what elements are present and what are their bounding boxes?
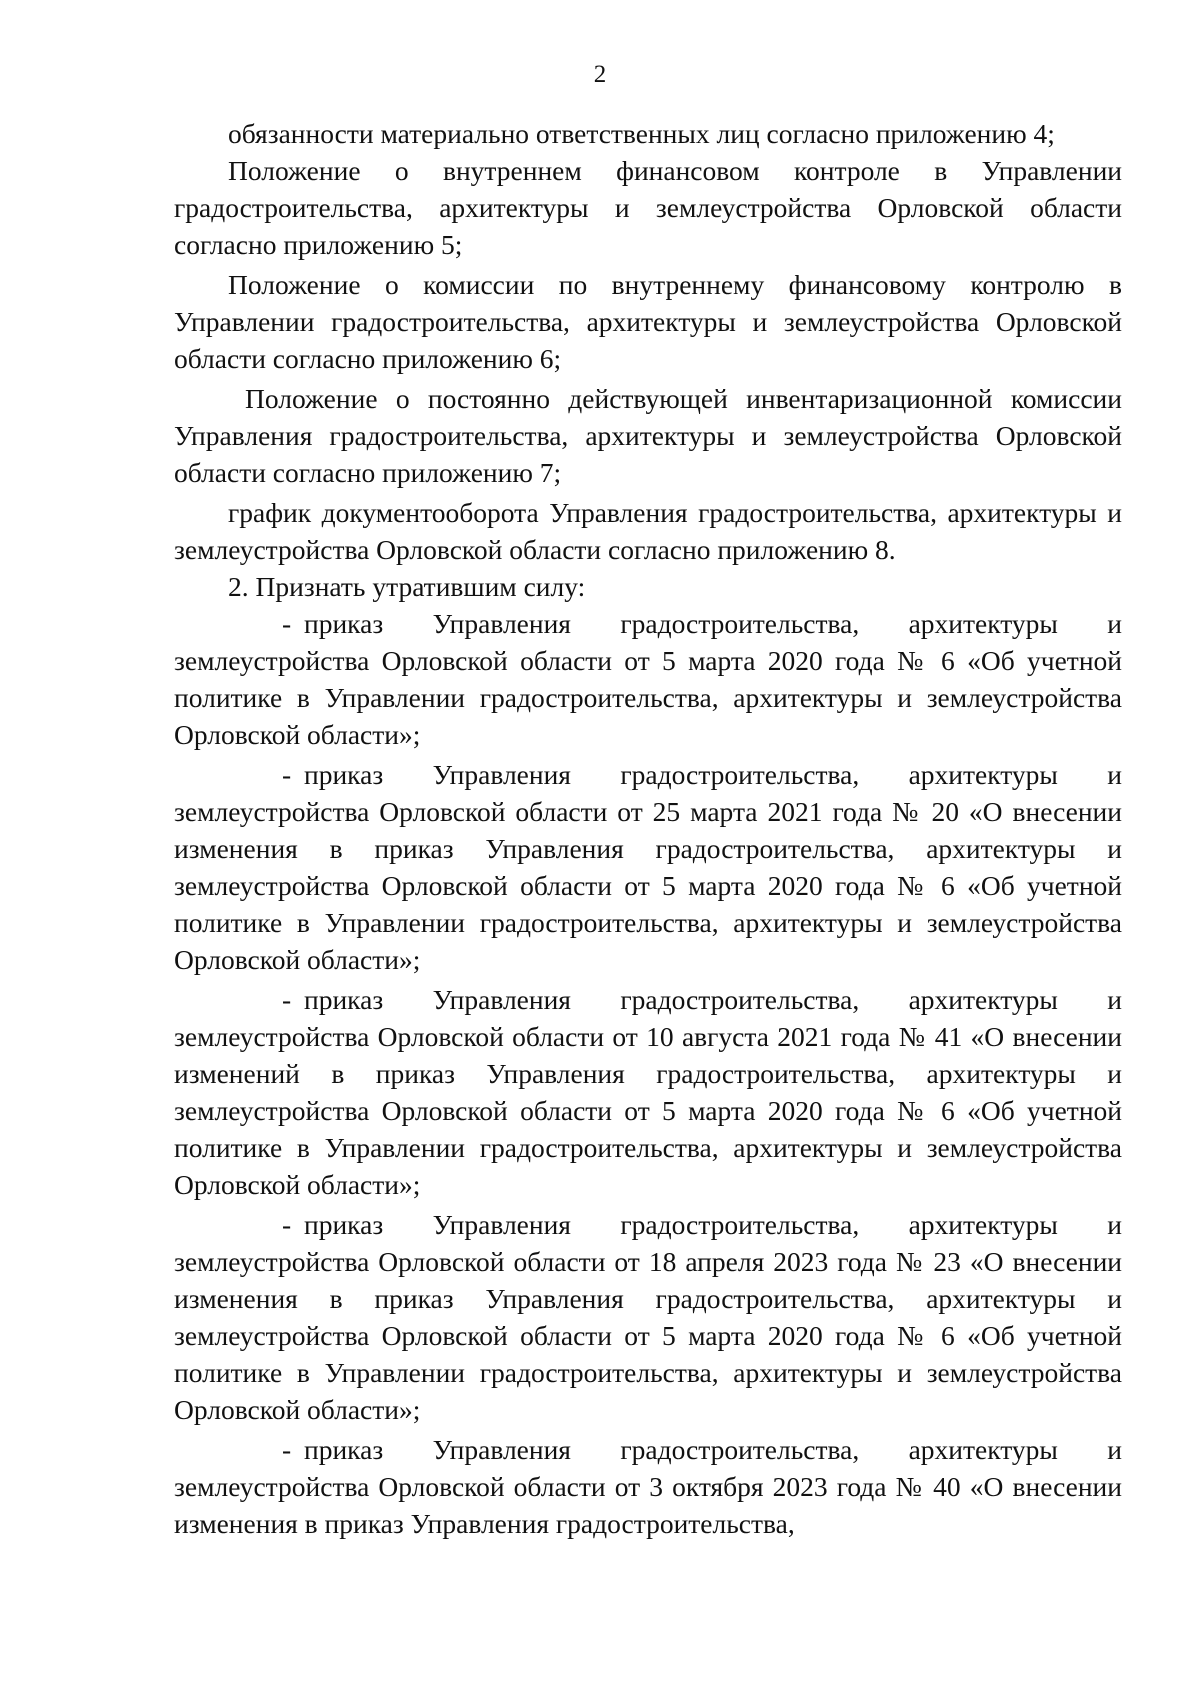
paragraph-control-commission: Положение о комиссии по внутреннему финансовому контролю в Управлении градостроительства, архитектуры и землеустройства Орловской области согласно приложению 6; [174, 269, 1122, 374]
list-dash: - [282, 759, 292, 790]
list-dash: - [282, 1209, 292, 1240]
list-dash: - [282, 984, 292, 1015]
paragraph-inventory-commission: Положение о постоянно действующей инвентаризационной комиссии Управления градостроительства, архитектуры и землеустройства Орловской области согласно приложению 7; [174, 383, 1122, 488]
list-dash: - [282, 608, 292, 639]
list-item [174, 605, 1122, 753]
list-item [174, 981, 1122, 1203]
paragraph-repeal-heading: 2. Признать утратившим силу: [228, 571, 586, 602]
list-dash: - [282, 1434, 292, 1465]
list-item [174, 1431, 1122, 1542]
paragraph-internal-control: Положение о внутреннем финансовом контроле в Управлении градостроительства, архитектуры и землеустройства Орловской области согласно приложению 5; [174, 155, 1122, 260]
list-item-text: приказ Управления градостроительства, архитектуры и землеустройства Орловской области от 5 марта 2020 года № 6 «Об учетной политике в Управлении градостроительства, архитектуры и землеустройства Орловской области»; [174, 608, 1122, 750]
list-item-text: приказ Управления градостроительства, архитектуры и землеустройства Орловской области от 10 августа 2021 года № 41 «О внесении изменений в приказ Управления градостроительства, архитектуры и землеустройства Орловской области от 5 марта 2020 года № 6 «Об учетной политике в Управлении градостроительства, архитектуры и землеустройства Орловской области»; [174, 984, 1122, 1200]
document-body [174, 115, 1122, 1542]
page-number: 2 [593, 61, 607, 88]
list-item-text: приказ Управления градостроительства, архитектуры и землеустройства Орловской области от 18 апреля 2023 года № 23 «О внесении изменения в приказ Управления градостроительства, архитектуры и землеустройства Орловской области от 5 марта 2020 года № 6 «Об учетной политике в Управлении градостроительства, архитектуры и землеустройства Орловской области»; [174, 1209, 1122, 1425]
paragraph-document-flow: график документооборота Управления градостроительства, архитектуры и землеустройства Орловской области согласно приложению 8. [174, 497, 1122, 565]
list-item [174, 756, 1122, 978]
list-item [174, 1206, 1122, 1428]
paragraph-responsibilities: обязанности материально ответственных лиц согласно приложению 4; [228, 118, 1055, 149]
list-item-text: приказ Управления градостроительства, архитектуры и землеустройства Орловской области от 3 октября 2023 года № 40 «О внесении изменения в приказ Управления градостроительства, [174, 1434, 1122, 1539]
list-item-text: приказ Управления градостроительства, архитектуры и землеустройства Орловской области от 25 марта 2021 года № 20 «О внесении изменения в приказ Управления градостроительства, архитектуры и землеустройства Орловской области от 5 марта 2020 года № 6 «Об учетной политике в Управлении градостроительства, архитектуры и землеустройства Орловской области»; [174, 759, 1122, 975]
